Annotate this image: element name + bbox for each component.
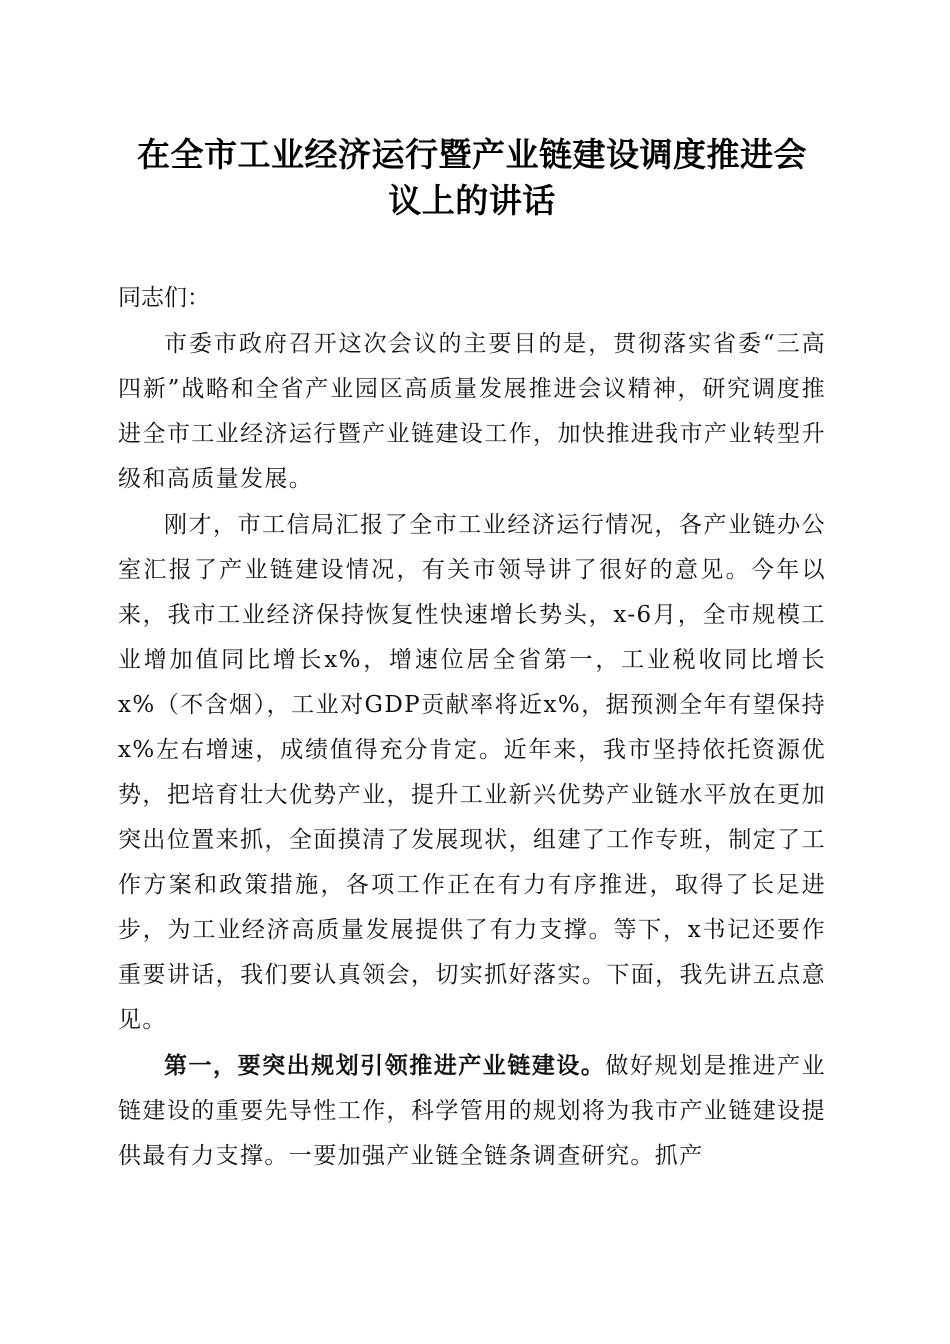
paragraph-text: 做好规划是推进产业链建设的重要先导性工作，科学管用的规划将为我市产业链建设提供最有力支撑。一要加强产业链全链条调查研究。抓产 (118, 1053, 827, 1169)
paragraph-purpose (118, 321, 826, 502)
paragraph-text: 市委市政府召开这次会议的主要目的是，贯彻落实省委“三高四新”战略和全省产业园区高质量发展推进会议精神，研究调度推进全市工业经济运行暨产业链建设工作，加快推进我市产业转型升级和高质量发展。 (118, 331, 826, 492)
paragraph-lead-heading: 第一，要突出规划引领推进产业链建设。 (164, 1052, 606, 1079)
document-title (118, 132, 826, 224)
paragraph-review (118, 502, 826, 1043)
title-line-2: 议上的讲话 (388, 181, 556, 220)
title-line-1: 在全市工业经济运行暨产业链建设调度推进会 (137, 135, 807, 174)
paragraph-text: 刚才，市工信局汇报了全市工业经济运行情况，各产业链办公室汇报了产业链建设情况，有关市领导讲了很好的意见。今年以来，我市工业经济保持恢复性快速增长势头，x-6月，全市规模工业增加值同比增长x%，增速位居全省第一，工业税收同比增长x%（不含烟），工业对GDP贡献率将近x%，据预测全年有望保持x%左右增速，成绩值得充分肯定。近年来，我市坚持依托资源优势，把培育壮大优势产业，提升工业新兴优势产业链水平放在更加突出位置来抓，全面摸清了发展现状，组建了工作专班，制定了工作方案和政策措施，各项工作正在有力有序推进，取得了长足进步，为工业经济高质量发展提供了有力支撑。等下，x书记还要作重要讲话，我们要认真领会，切实抓好落实。下面，我先讲五点意见。 (118, 512, 826, 1033)
salutation: 同志们： (118, 285, 210, 311)
paragraph-point-one (118, 1043, 826, 1179)
document-page (118, 0, 826, 1179)
